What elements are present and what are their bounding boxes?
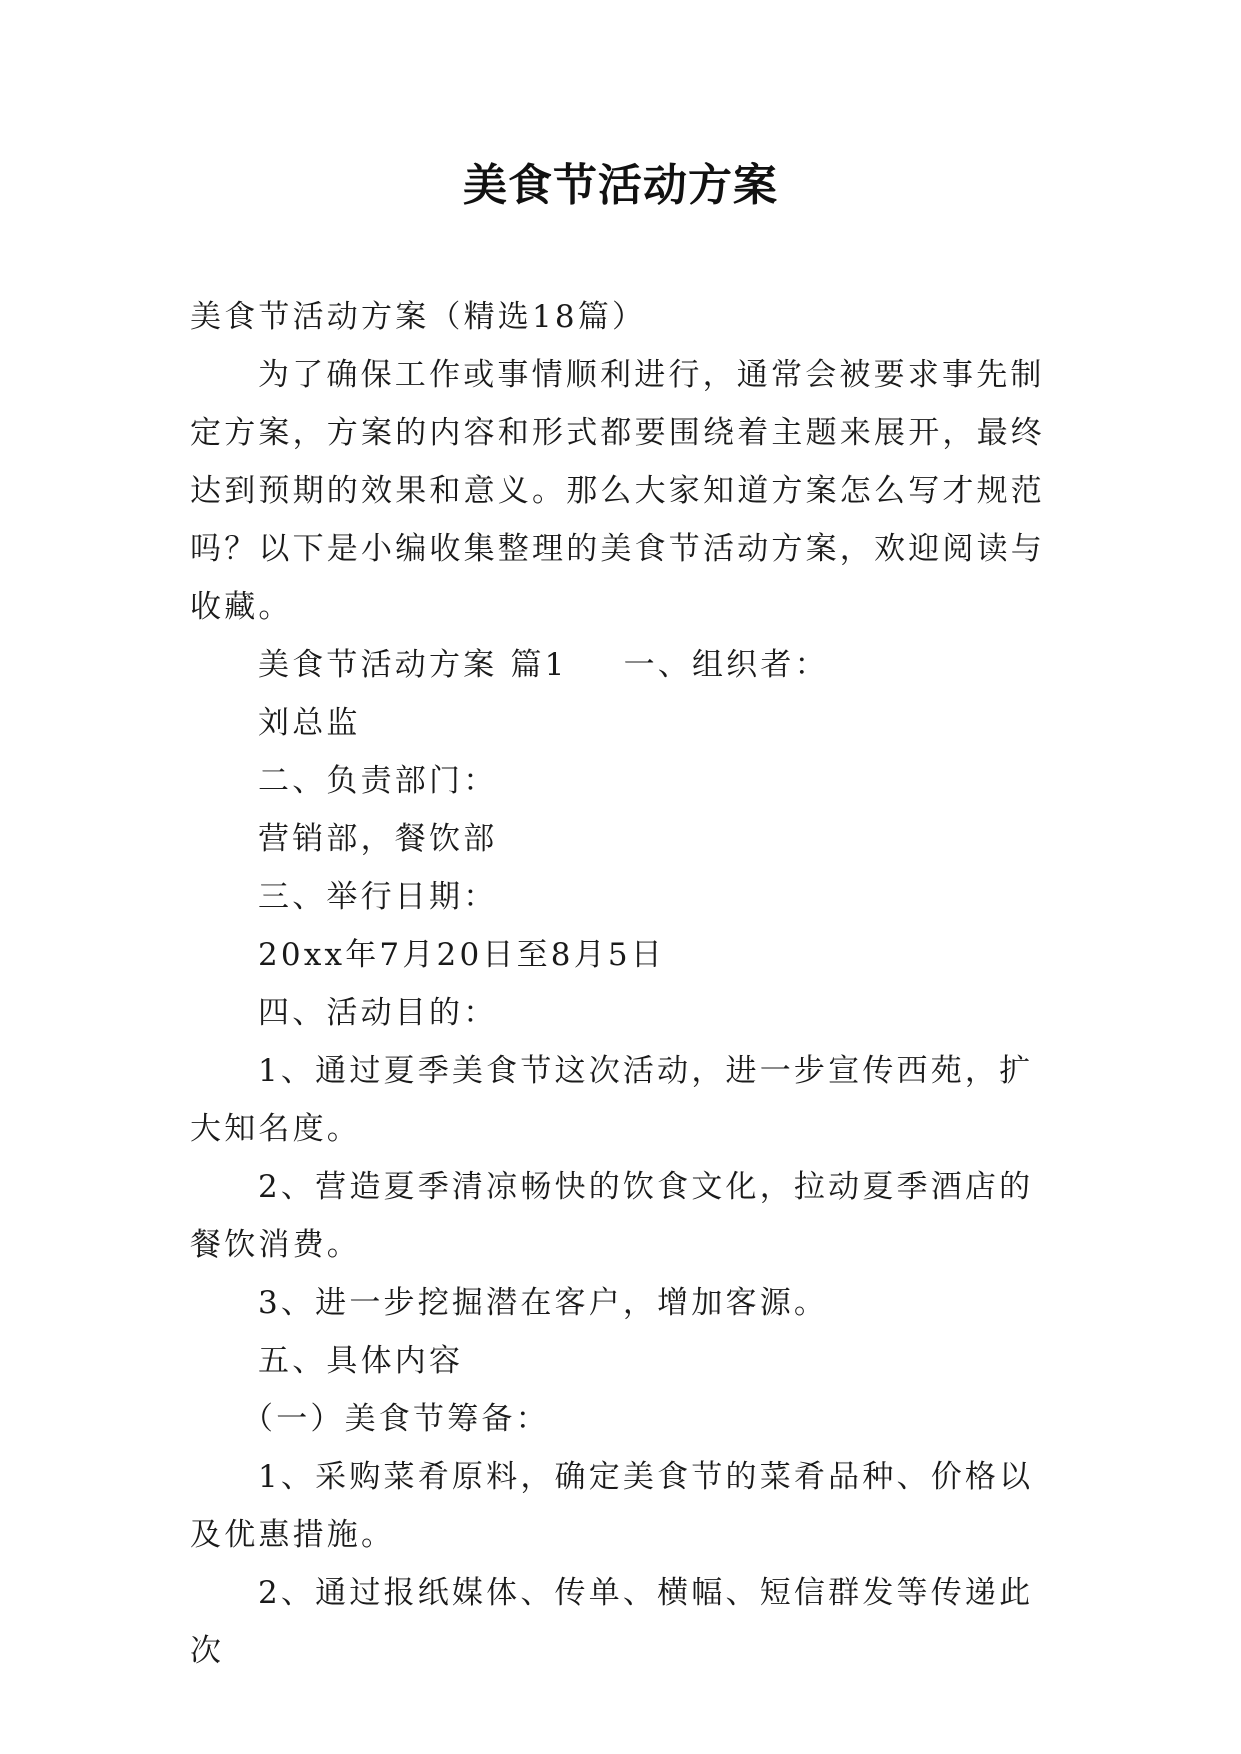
preparation-heading: （一）美食节筹备： [242,1401,550,1437]
department-heading: 二、负责部门： [258,763,498,799]
document-body [190,288,1054,1680]
content-heading: 五、具体内容 [258,1343,464,1379]
preparation-item-1: 1、采购菜肴原料，确定美食节的菜肴品种、价格以及优惠措施。 [190,1459,1034,1553]
document-subtitle: 美食节活动方案（精选18篇） [190,299,647,335]
department-value: 营销部，餐饮部 [258,821,498,857]
intro-paragraph: 为了确保工作或事情顺利进行，通常会被要求事先制定方案，方案的内容和形式都要围绕着主题来展开，最终达到预期的效果和意义。那么大家知道方案怎么写才规范吗？以下是小编收集整理的美食节活动方案，欢迎阅读与收藏。 [190,357,1045,625]
date-heading: 三、举行日期： [258,879,498,915]
document-title: 美食节活动方案 [463,160,778,211]
preparation-item-2: 2、通过报纸媒体、传单、横幅、短信群发等传递此次 [190,1575,1034,1669]
section-heading-line [190,636,1054,694]
date-value: 20xx年7月20日至8月5日 [258,937,666,973]
goal-item-3: 3、进一步挖掘潜在客户，增加客源。 [258,1285,829,1321]
goal-item-2: 2、营造夏季清凉畅快的饮食文化，拉动夏季酒店的餐饮消费。 [190,1169,1034,1263]
section-heading: 美食节活动方案 篇1 [258,647,568,683]
organizer-heading: 一、组织者： [623,647,829,683]
goal-heading: 四、活动目的： [258,995,498,1031]
goal-item-1: 1、通过夏季美食节这次活动，进一步宣传西苑，扩大知名度。 [190,1053,1034,1147]
organizer-value: 刘总监 [258,705,361,741]
